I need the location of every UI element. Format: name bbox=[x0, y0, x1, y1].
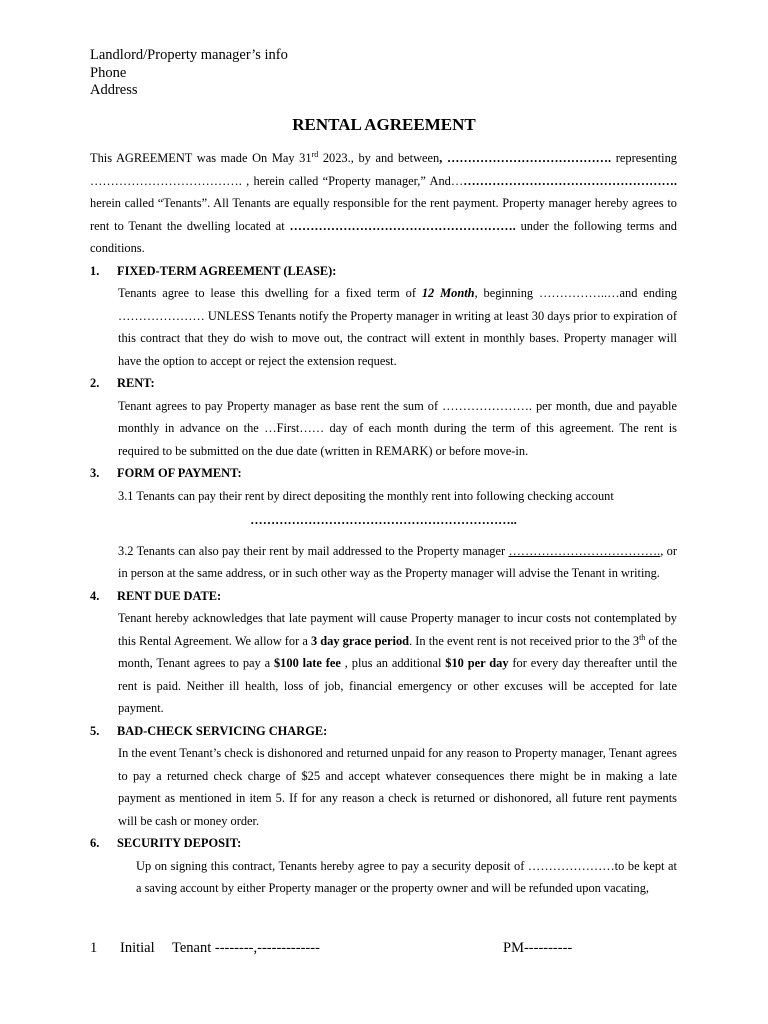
section-3-2-text bbox=[90, 540, 677, 585]
section-heading bbox=[90, 585, 677, 608]
tenant-initial-field: Tenant --------,------------- bbox=[172, 940, 320, 956]
section-2-text: Tenant agrees to pay Property manager as base rent the sum of …………………. per month, due and payable monthly in advance on the …First…… day of each month during the term of this agreement. The rent is required to be submitted on the due date (written in REMARK) or before move-in. bbox=[118, 398, 677, 458]
intro-sup: rd bbox=[311, 149, 319, 159]
section-title: FIXED-TERM AGREEMENT (LEASE): bbox=[117, 263, 337, 278]
section-heading bbox=[90, 832, 677, 855]
section-heading bbox=[90, 372, 677, 395]
party-blank: , …………………………………. bbox=[439, 151, 616, 165]
pm-initial-field: PM---------- bbox=[503, 940, 573, 956]
section-number: 5. bbox=[90, 723, 100, 738]
section-3-1-text: 3.1 Tenants can pay their rent by direct depositing the monthly rent into following checking account bbox=[118, 488, 614, 503]
phone-line: Phone bbox=[90, 64, 127, 81]
section-text: of the month, Tenant agrees to pay a bbox=[118, 633, 677, 670]
grace-period: 3 day grace period bbox=[310, 633, 410, 648]
daily-fee: $10 per day bbox=[445, 656, 509, 670]
intro-text: 2023., by and between bbox=[318, 151, 440, 165]
address-blank: ………………………………………………. bbox=[289, 218, 521, 233]
section-number: 6. bbox=[90, 836, 100, 850]
section-number: 2. bbox=[90, 376, 100, 390]
section-title: RENT DUE DATE: bbox=[117, 588, 222, 603]
section-title: RENT: bbox=[117, 376, 155, 390]
mail-address-blank: ………………………………. bbox=[508, 543, 661, 558]
section-heading bbox=[90, 462, 677, 485]
section-4-text bbox=[90, 607, 677, 720]
landlord-info-line: Landlord/Property manager’s info bbox=[90, 47, 288, 63]
intro-text: This AGREEMENT was made On May 31 bbox=[90, 151, 312, 165]
section-text: Tenant hereby acknowledges that late payment will cause Property manager to incur costs not contemplated by this Rental Agreement. We allow for a bbox=[118, 611, 677, 648]
intro-paragraph bbox=[90, 147, 677, 260]
section-text: Tenants agree to lease this dwelling for a fixed term of bbox=[118, 286, 422, 300]
section-title: BAD-CHECK SERVICING CHARGE: bbox=[117, 723, 328, 738]
section-text: , beginning ……………..…and ending ………………… UNLESS Tenants notify the Property manager in writing at least 30 days prior to expiration of this contract that they do wish to move out, the contract will extent in monthly bases. Property manager will have the option to accept or reject the extension request. bbox=[118, 286, 677, 368]
section-text: 3.2 Tenants can also pay their rent by mail addressed to the Property manager bbox=[118, 543, 509, 558]
ordinal-sup: th bbox=[639, 632, 646, 642]
section-title: SECURITY DEPOSIT: bbox=[117, 836, 242, 850]
section-heading bbox=[90, 720, 677, 743]
section-heading bbox=[90, 260, 677, 283]
account-blank: ……………………………………………………….. bbox=[250, 513, 517, 527]
term-length: 12 Month bbox=[421, 286, 475, 300]
section-number: 1. bbox=[90, 263, 100, 278]
section-6-text: Up on signing this contract, Tenants hereby agree to pay a security deposit of …………………to be kept at a saving account by either Property manager or the property owner and will be refunded upon vacating, bbox=[136, 858, 677, 895]
section-text: . In the event rent is not received prior to the 3 bbox=[409, 633, 640, 648]
section-text: for every day thereafter until the rent is paid. Neither ill health, loss of job, financial emergency or other excuses will be accepted for late payment. bbox=[118, 656, 677, 715]
intro-text: representing ………………………………. , herein called “Property manager,” And… bbox=[90, 151, 677, 188]
intro-text: under the following terms and conditions. bbox=[90, 218, 678, 255]
section-number: 4. bbox=[90, 588, 100, 603]
section-text: , plus an additional bbox=[340, 656, 446, 670]
section-text: , or in person at the same address, or in such other way as the Property manager will advise the Tenant in writing. bbox=[118, 543, 677, 580]
section-5-text: In the event Tenant’s check is dishonored and returned unpaid for any reason to Property manager, Tenant agrees to pay a returned check charge of $25 and accept whatever consequences there might be in making a late payment as mentioned in item 5. If for any reason a check is returned or dishonored, all future rent payments will be cash or money order. bbox=[118, 746, 677, 828]
document-title: RENTAL AGREEMENT bbox=[292, 115, 476, 134]
landlord-info-header bbox=[90, 47, 288, 100]
section-1-text bbox=[90, 282, 677, 372]
initial-label: Initial bbox=[120, 940, 155, 956]
late-fee: $100 late fee bbox=[273, 656, 341, 670]
section-number: 3. bbox=[90, 466, 100, 480]
tenant-blank: ……………………………………………. bbox=[463, 173, 677, 188]
address-line: Address bbox=[90, 82, 138, 98]
agreement-body bbox=[90, 147, 677, 900]
section-title: FORM OF PAYMENT: bbox=[117, 466, 242, 480]
intro-text: herein called “Tenants”. All Tenants are equally responsible for the rent payment. Property manager hereby agrees to rent to Tenant the dwelling located at bbox=[90, 196, 677, 233]
page-number: 1 bbox=[90, 940, 98, 956]
